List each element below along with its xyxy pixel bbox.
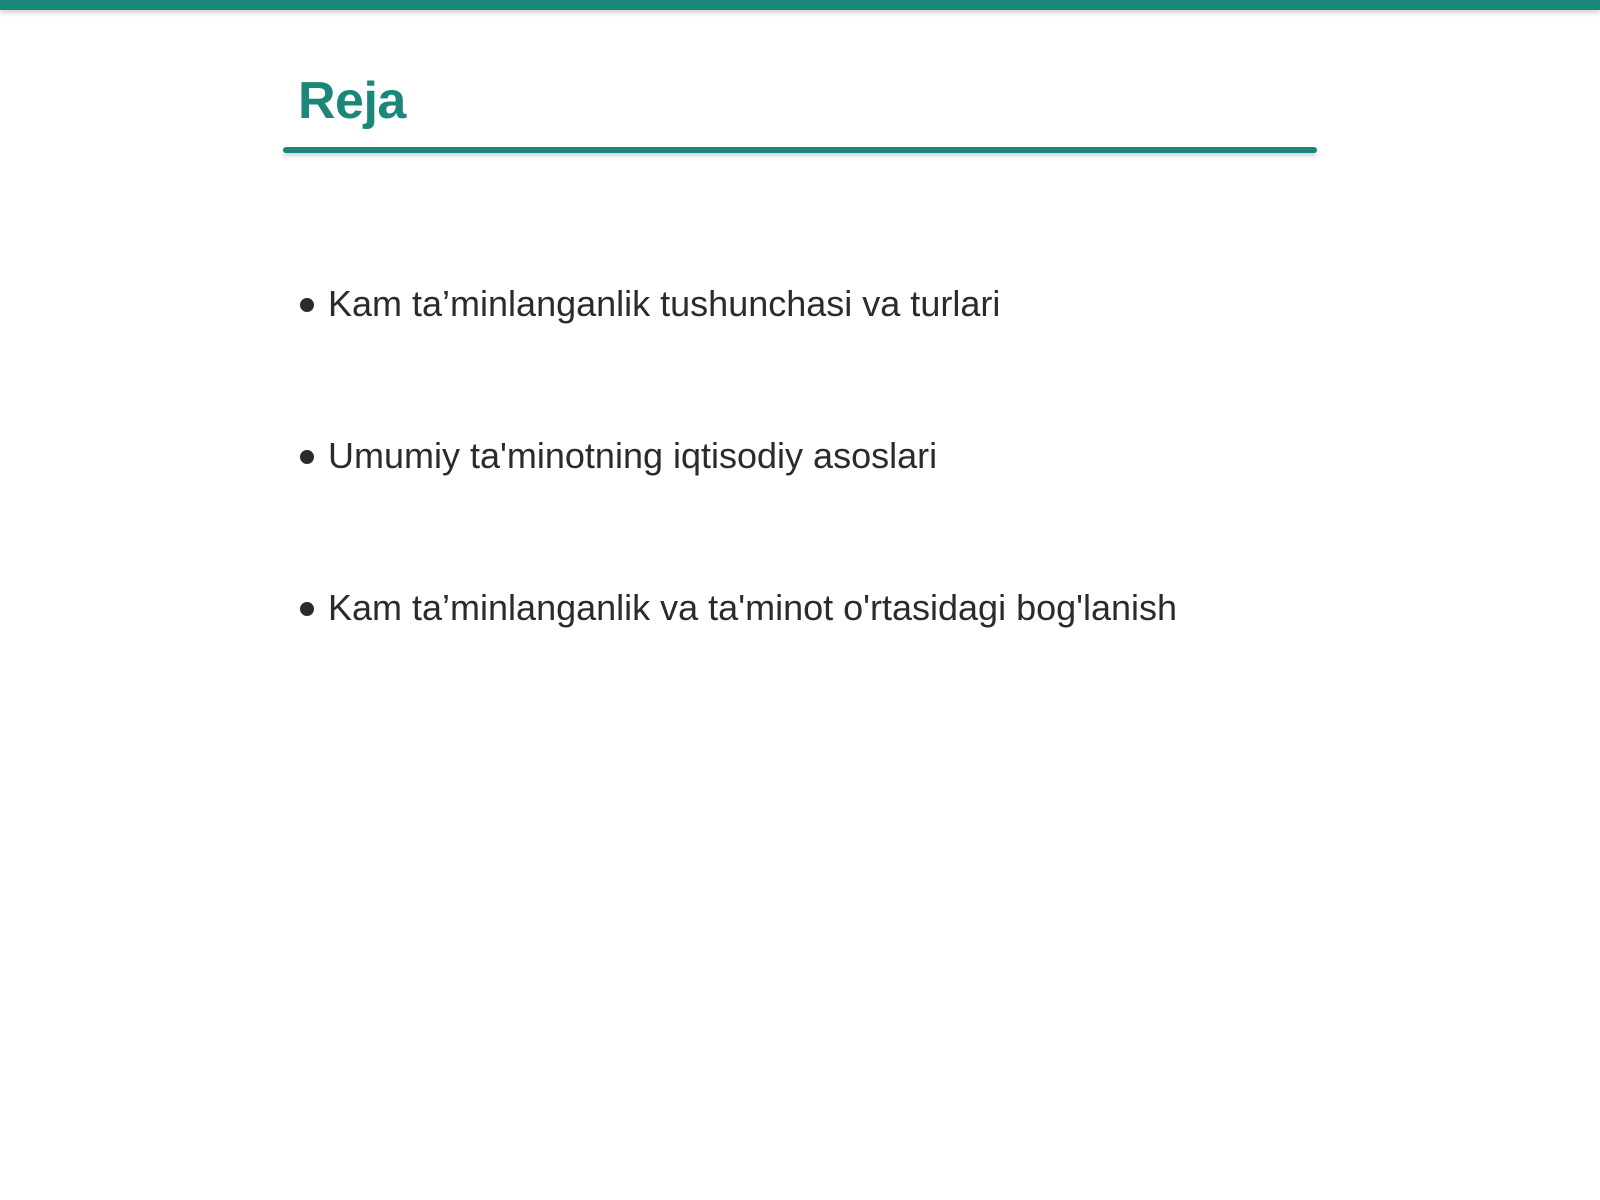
list-item-text: Umumiy ta'minotning iqtisodiy asoslari xyxy=(328,435,938,476)
slide-title: Reja xyxy=(298,72,406,130)
list-item-text: Kam ta’minlanganlik va ta'minot o'rtasidagi bog'lanish xyxy=(328,587,1178,628)
bullet-list xyxy=(300,276,1500,732)
list-item xyxy=(300,276,1500,428)
list-item xyxy=(300,580,1500,732)
bullet-dot-icon xyxy=(300,602,314,616)
bullet-dot-icon xyxy=(300,298,314,312)
top-accent-bar xyxy=(0,0,1600,10)
list-item xyxy=(300,428,1500,580)
title-underline xyxy=(283,147,1317,153)
list-item-text: Kam ta’minlanganlik tushunchasi va turlari xyxy=(328,283,1001,324)
bullet-dot-icon xyxy=(300,450,314,464)
